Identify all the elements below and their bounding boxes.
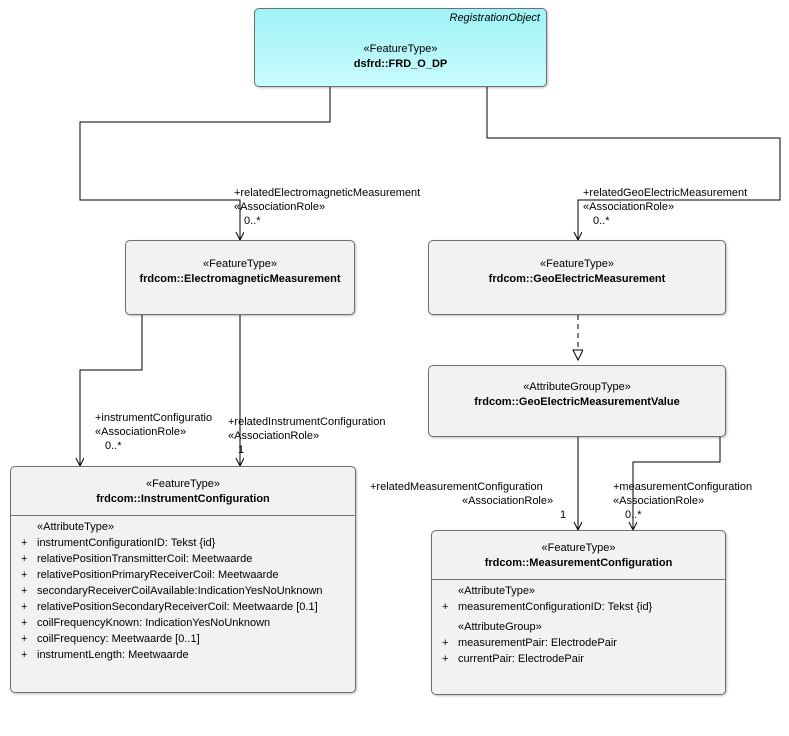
role-stereotype: «AssociationRole»: [462, 495, 554, 507]
attribute-text: measurementConfigurationID: Tekst {id}: [458, 601, 653, 613]
edge-label-measurement-configuration: [613, 480, 752, 522]
role-name: +instrumentConfiguratio: [95, 412, 213, 424]
role-name: +relatedElectromagneticMeasurement: [234, 187, 421, 199]
visibility-marker: +: [21, 633, 28, 645]
registration-object-stereotype: RegistrationObject: [449, 12, 540, 24]
attribute-row: [11, 631, 355, 647]
visibility-marker: +: [442, 601, 449, 613]
class-box-instrument-configuration[interactable]: [10, 466, 356, 693]
attribute-row: [11, 535, 355, 551]
visibility-marker: +: [21, 617, 28, 629]
visibility-marker: +: [442, 637, 449, 649]
attribute-row: [432, 599, 725, 615]
class-header: [429, 241, 725, 293]
role-stereotype: «AssociationRole»: [228, 430, 320, 442]
attribute-row: [11, 583, 355, 599]
role-stereotype: «AssociationRole»: [613, 495, 705, 507]
attribute-row: [11, 567, 355, 583]
visibility-marker: +: [21, 537, 28, 549]
attributes-compartment: [432, 579, 725, 672]
class-stereotype: «FeatureType»: [540, 258, 614, 270]
role-multiplicity: 0..*: [244, 215, 261, 227]
role-name: +relatedGeoElectricMeasurement: [583, 187, 748, 199]
class-box-geoelectric-measurement[interactable]: [428, 240, 726, 315]
class-name: frdcom::InstrumentConfiguration: [96, 493, 270, 505]
visibility-marker: +: [21, 649, 28, 661]
attribute-group-label: «AttributeGroup»: [458, 621, 542, 633]
attribute-row: [432, 651, 725, 667]
attribute-group-label: «AttributeType»: [458, 585, 536, 597]
class-header: [432, 531, 725, 579]
class-name: dsfrd::FRD_O_DP: [353, 58, 448, 70]
class-stereotype: «FeatureType»: [203, 258, 277, 270]
role-multiplicity: 0..*: [105, 440, 122, 452]
edge-label-related-instrument-configuration: [228, 415, 385, 457]
class-stereotype: «AttributeGroupType»: [523, 381, 631, 393]
edge-label-instrument-configuration: [95, 411, 212, 453]
class-box-frd-o-dp[interactable]: [254, 8, 547, 87]
attributes-compartment: [11, 515, 355, 668]
role-stereotype: «AssociationRole»: [95, 426, 187, 438]
attribute-text: relativePositionTransmitterCoil: Meetwaarde: [37, 553, 253, 565]
class-header: [429, 366, 725, 416]
edge-label-related-geoelectric: [583, 186, 747, 228]
role-name: +measurementConfiguration: [613, 481, 753, 493]
class-box-electromagnetic-measurement[interactable]: [125, 240, 355, 315]
role-name: +relatedInstrumentConfiguration: [228, 416, 386, 428]
attribute-text: coilFrequency: Meetwaarde [0..1]: [37, 633, 200, 645]
attribute-row: [11, 615, 355, 631]
role-multiplicity: 1: [560, 509, 567, 521]
attribute-text: measurementPair: ElectrodePair: [458, 637, 617, 649]
attribute-text: coilFrequencyKnown: IndicationYesNoUnknown: [37, 617, 271, 629]
visibility-marker: +: [442, 653, 449, 665]
attribute-row: [11, 551, 355, 567]
class-name: frdcom::GeoElectricMeasurementValue: [474, 396, 680, 408]
class-name: frdcom::ElectromagneticMeasurement: [139, 273, 341, 285]
edge-label-related-electromagnetic: [234, 186, 420, 228]
visibility-marker: +: [21, 569, 28, 581]
class-stereotype: «FeatureType»: [363, 43, 438, 55]
visibility-marker: +: [21, 553, 28, 565]
role-multiplicity: 0..*: [625, 509, 642, 521]
attribute-text: currentPair: ElectrodePair: [458, 653, 584, 665]
class-header: [255, 9, 546, 78]
class-header: [11, 467, 355, 515]
attribute-text: secondaryReceiverCoilAvailable:IndicationYesNoUnknown: [37, 585, 323, 597]
role-multiplicity: 1: [238, 444, 245, 456]
role-multiplicity: 0..*: [593, 215, 610, 227]
class-name: frdcom::MeasurementConfiguration: [484, 557, 673, 569]
visibility-marker: +: [21, 601, 28, 613]
attribute-row: [11, 599, 355, 615]
role-name: +relatedMeasurementConfiguration: [370, 481, 543, 493]
attribute-text: relativePositionSecondaryReceiverCoil: Meetwaarde [0.1]: [37, 601, 318, 613]
attribute-text: relativePositionPrimaryReceiverCoil: Meetwaarde: [37, 569, 279, 581]
attribute-row: [11, 647, 355, 663]
attribute-text: instrumentConfigurationID: Tekst {id}: [37, 537, 216, 549]
class-stereotype: «FeatureType»: [146, 478, 220, 490]
class-header: [126, 241, 354, 293]
visibility-marker: +: [21, 585, 28, 597]
class-box-measurement-configuration[interactable]: [431, 530, 726, 695]
class-stereotype: «FeatureType»: [541, 542, 616, 554]
role-stereotype: «AssociationRole»: [234, 201, 326, 213]
edge-label-related-measurement-configuration: [370, 480, 566, 522]
attribute-text: instrumentLength: Meetwaarde: [37, 649, 189, 661]
attribute-row: [432, 635, 725, 651]
class-box-geoelectric-measurement-value[interactable]: [428, 365, 726, 437]
attribute-group-label: «AttributeType»: [37, 521, 115, 533]
role-stereotype: «AssociationRole»: [583, 201, 675, 213]
class-name: frdcom::GeoElectricMeasurement: [488, 273, 666, 285]
